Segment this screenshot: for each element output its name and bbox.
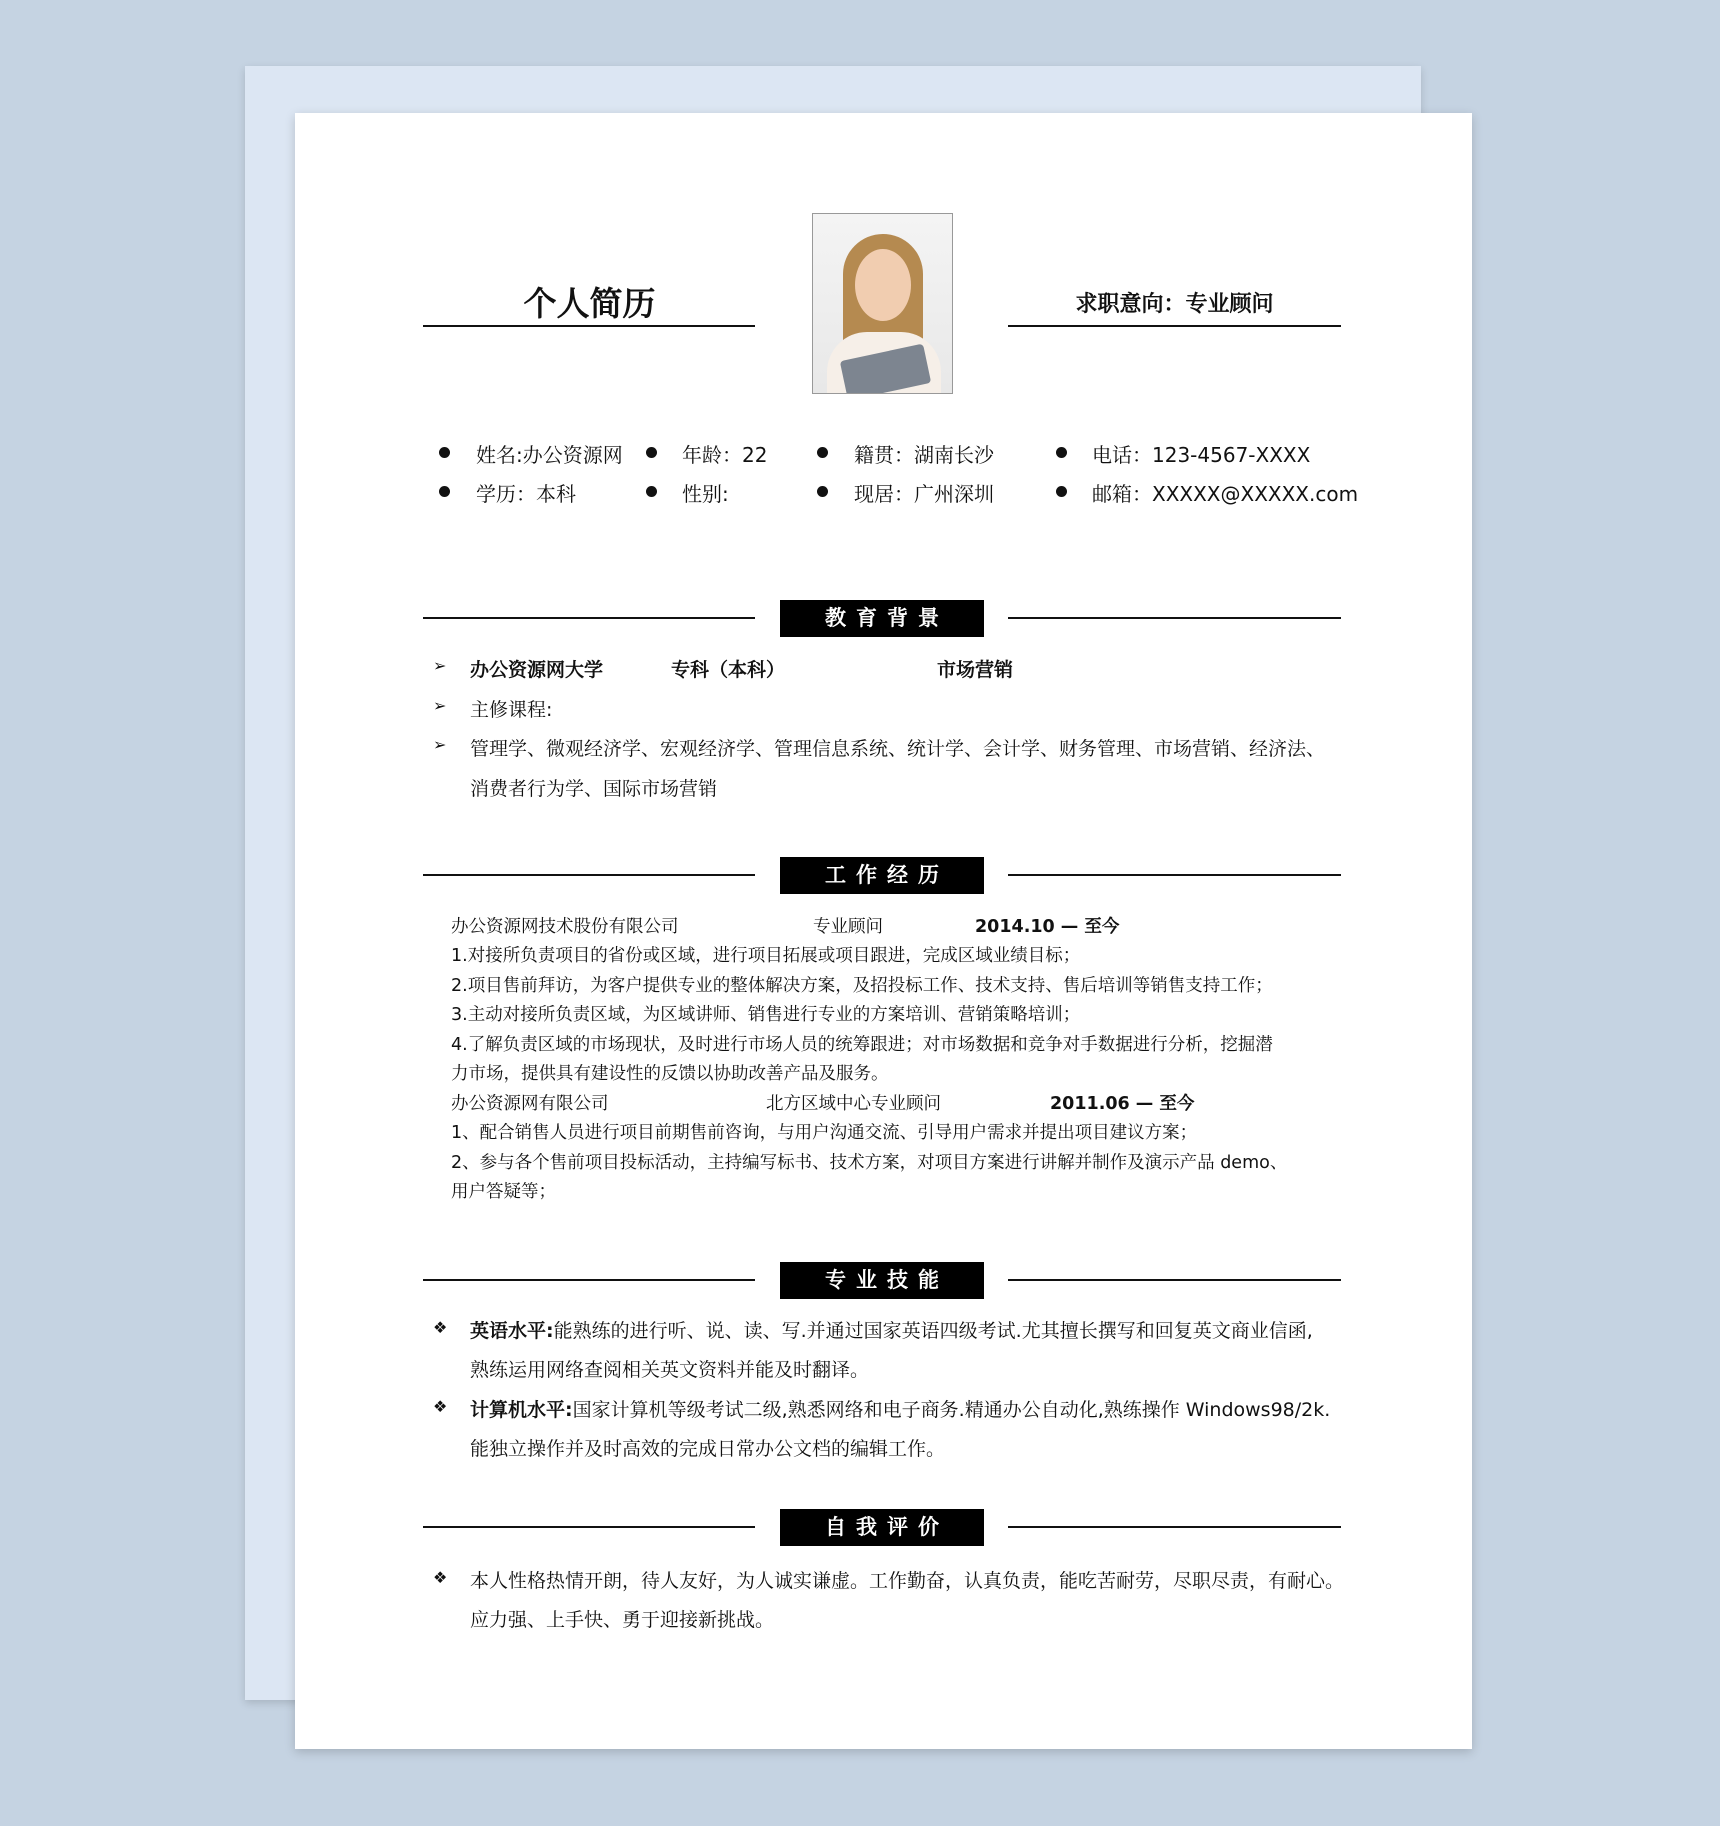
section-skills-title: 专业技能 (780, 1262, 984, 1299)
work-duty: 1、配合销售人员进行项目前期售前咨询，与用户沟通交流、引导用户需求并提出项目建议方案； (451, 1123, 1198, 1143)
bullet-icon (646, 447, 657, 458)
section-education-title: 教育背景 (780, 600, 984, 637)
diamond-bullet-icon: ❖ (433, 1318, 448, 1337)
bullet-icon (817, 447, 828, 458)
divider (423, 1279, 755, 1281)
info-origin: 籍贯：湖南长沙 (854, 443, 994, 467)
bullet-icon (646, 486, 657, 497)
divider (423, 617, 755, 619)
work-duty: 3.主动对接所负责区域，为区域讲师、销售进行专业的方案培训、营销策略培训； (451, 1005, 1081, 1025)
info-residence: 现居：广州深圳 (854, 482, 994, 506)
divider (1008, 617, 1341, 619)
resume-title: 个人简历 (523, 284, 656, 323)
divider (1008, 1279, 1341, 1281)
edu-courses-cont: 消费者行为学、国际市场营销 (470, 778, 718, 800)
profile-photo (812, 213, 953, 394)
divider (1008, 1526, 1341, 1528)
skill-computer: 计算机水平:国家计算机等级考试二级,熟悉网络和电子商务.精通办公自动化,熟练操作 Windows98/2k. (470, 1399, 1331, 1421)
self-evaluation-cont: 应力强、上手快、勇于迎接新挑战。 (470, 1609, 775, 1631)
resume-page (295, 113, 1472, 1749)
skill-computer-cont: 能独立操作并及时高效的完成日常办公文档的编辑工作。 (470, 1438, 946, 1460)
diamond-bullet-icon: ❖ (433, 1397, 448, 1416)
bullet-icon (1056, 447, 1067, 458)
info-phone: 电话：123-4567-XXXX (1092, 443, 1311, 467)
work-duty: 4.了解负责区域的市场现状，及时进行市场人员的统筹跟进；对市场数据和竞争对手数据进行分析，挖掘潜 (451, 1035, 1273, 1055)
work-date: 2014.10 — 至今 (975, 917, 1120, 937)
info-education: 学历：本科 (476, 482, 576, 506)
bullet-icon (439, 447, 450, 458)
divider (1008, 874, 1341, 876)
info-name: 姓名:办公资源网 (476, 443, 623, 467)
section-self-title: 自我评价 (780, 1509, 984, 1546)
work-duty: 2.项目售前拜访，为客户提供专业的整体解决方案，及招投标工作、技术支持、售后培训等销售支持工作； (451, 976, 1273, 996)
skill-english-cont: 熟练运用网络查阅相关英文资料并能及时翻译。 (470, 1359, 870, 1381)
work-position: 北方区域中心专业顾问 (766, 1094, 941, 1114)
divider (423, 325, 755, 327)
divider (423, 1526, 755, 1528)
work-duty: 力市场，提供具有建设性的反馈以协助改善产品及服务。 (451, 1064, 889, 1084)
section-work-title: 工作经历 (780, 857, 984, 894)
work-duty: 1.对接所负责项目的省份或区域，进行项目拓展或项目跟进，完成区域业绩目标； (451, 946, 1081, 966)
bullet-icon (439, 486, 450, 497)
work-duty: 用户答疑等； (451, 1182, 556, 1202)
work-position: 专业顾问 (813, 917, 883, 937)
info-email: 邮箱：XXXXX@XXXXX.com (1092, 482, 1359, 506)
bullet-icon (1056, 486, 1067, 497)
info-age: 年龄：22 (682, 443, 768, 467)
arrow-icon: ➢ (433, 735, 447, 754)
arrow-icon: ➢ (433, 656, 447, 675)
diamond-bullet-icon: ❖ (433, 1568, 448, 1587)
edu-degree: 专科（本科） (671, 659, 786, 681)
edu-major: 市场营销 (937, 659, 1014, 681)
work-duty: 2、参与各个售前项目投标活动，主持编写标书、技术方案，对项目方案进行讲解并制作及演示产品 demo、 (451, 1153, 1288, 1173)
work-company: 办公资源网技术股份有限公司 (451, 917, 679, 937)
work-company: 办公资源网有限公司 (451, 1094, 609, 1114)
job-intent: 求职意向：专业顾问 (1075, 292, 1274, 317)
divider (423, 874, 755, 876)
work-date: 2011.06 — 至今 (1050, 1094, 1195, 1114)
edu-courses-label: 主修课程: (470, 699, 553, 721)
edu-school: 办公资源网大学 (470, 659, 604, 681)
divider (1008, 325, 1341, 327)
bullet-icon (817, 486, 828, 497)
info-gender: 性别: (682, 482, 729, 506)
skill-english: 英语水平:能熟练的进行听、说、读、写.并通过国家英语四级考试.尤其擅长撰写和回复英文商业信函, (470, 1320, 1313, 1342)
edu-courses: 管理学、微观经济学、宏观经济学、管理信息系统、统计学、会计学、财务管理、市场营销、经济法、 (470, 738, 1326, 760)
self-evaluation: 本人性格热情开朗，待人友好，为人诚实谦虚。工作勤奋，认真负责，能吃苦耐劳，尽职尽责，有耐心。 (470, 1570, 1345, 1592)
arrow-icon: ➢ (433, 696, 447, 715)
